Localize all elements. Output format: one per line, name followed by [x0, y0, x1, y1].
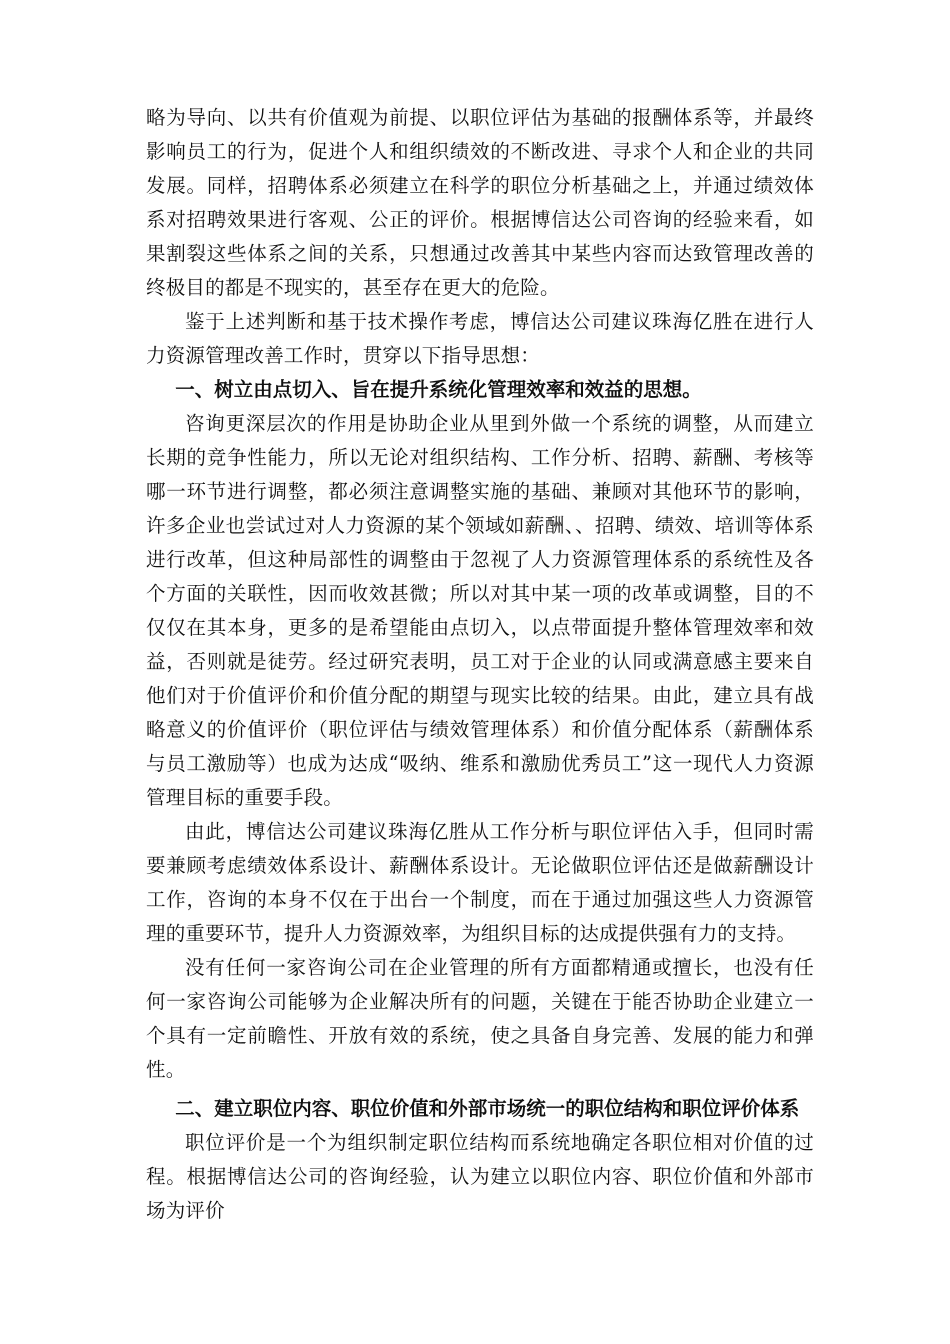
paragraph-system: 没有任何一家咨询公司在企业管理的所有方面都精通或擅长，也没有任何一家咨询公司能够为企业解决所有的问题，关键在于能否协助企业建立一个具有一定前瞻性、开放有效的系统，使之具备自身完善、发展的能力和弹性。	[146, 956, 814, 1081]
section-heading-1: 一、树立由点切入、旨在提升系统化管理效率和效益的思想。	[175, 378, 702, 401]
paragraph-recommendation: 由此，博信达公司建议珠海亿胜从工作分析与职位评估入手，但同时需要兼顾考虑绩效体系设计、薪酬体系设计。无论做职位评估还是做薪酬设计工作，咨询的本身不仅在于出台一个制度，而在于通过加强这些人力资源管理的重要环节，提升人力资源效率，为组织目标的达成提供强有力的支持。	[146, 820, 814, 945]
paragraph-consulting: 咨询更深层次的作用是协助企业从里到外做一个系统的调整，从而建立长期的竞争性能力，所以无论对组织结构、工作分析、招聘、薪酬、考核等哪一环节进行调整，都必须注意调整实施的基础、兼顾对其他环节的影响，许多企业也尝试过对人力资源的某个领域如薪酬、、招聘、绩效、培训等体系进行改革，但这种局部性的调整由于忽视了人力资源管理体系的系统性及各个方面的关联性，因而收效甚微；所以对其中某一项的改革或调整，目的不仅仅在其本身，更多的是希望能由点切入，以点带面提升整体管理效率和效益，否则就是徒劳。经过研究表明，员工对于企业的认同或满意感主要来自他们对于价值评价和价值分配的期望与现实比较的结果。由此，建立具有战略意义的价值评价（职位评估与绩效管理体系）和价值分配体系（薪酬体系与员工激励等）也成为达成“吸纳、维系和激励优秀员工”这一现代人力资源管理目标的重要手段。	[146, 412, 814, 809]
section-heading-2: 二、建立职位内容、职位价值和外部市场统一的职位结构和职位评价体系	[175, 1097, 800, 1120]
paragraph-continuation: 略为导向、以共有价值观为前提、以职位评估为基础的报酬体系等，并最终影响员工的行为，促进个人和组织绩效的不断改进、寻求个人和企业的共同发展。同样，招聘体系必须建立在科学的职位分析基础之上，并通过绩效体系对招聘效果进行客观、公正的评价。根据博信达公司咨询的经验来看，如果割裂这些体系之间的关系，只想通过改善其中某些内容而达致管理改善的终极目的都是不现实的，甚至存在更大的危险。	[146, 106, 814, 299]
document-body	[146, 101, 814, 1228]
paragraph-job-evaluation: 职位评价是一个为组织制定职位结构而系统地确定各职位相对价值的过程。根据博信达公司的咨询经验，认为建立以职位内容、职位价值和外部市场为评价	[146, 1131, 814, 1222]
paragraph-intro: 鉴于上述判断和基于技术操作考虑，博信达公司建议珠海亿胜在进行人力资源管理改善工作时，贯穿以下指导思想：	[146, 310, 814, 367]
